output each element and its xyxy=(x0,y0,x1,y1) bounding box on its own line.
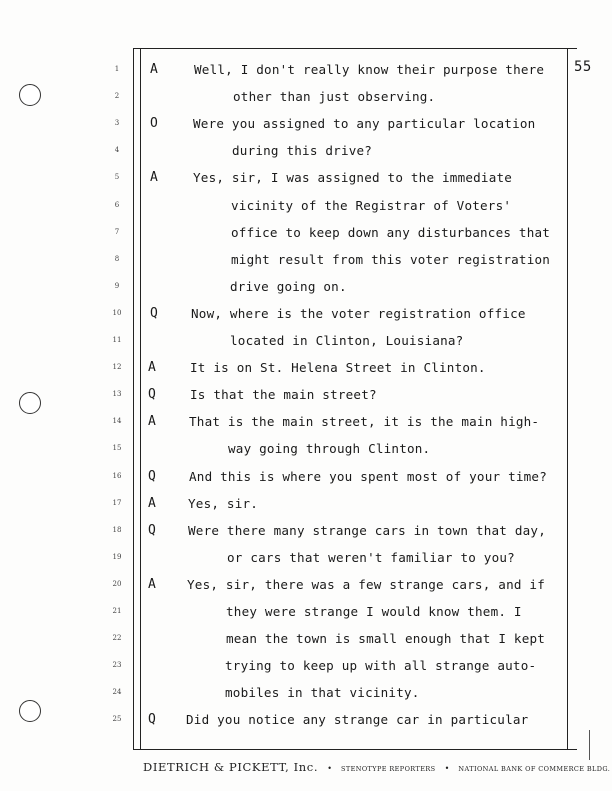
line-number: 11 xyxy=(112,336,122,344)
transcript-line: Is that the main street? xyxy=(190,387,377,403)
top-border-rule xyxy=(133,48,577,49)
line-number: 25 xyxy=(112,715,122,724)
binder-hole-icon xyxy=(19,392,41,414)
footer-firm: DIETRICH & PICKETT, Inc. xyxy=(143,760,319,774)
transcript-line: Now, where is the voter registration office xyxy=(191,305,526,321)
speaker-label: A xyxy=(148,576,156,592)
transcript-line: Were there many strange cars in town that day, xyxy=(188,522,546,538)
binder-hole-icon xyxy=(19,84,41,106)
line-number: 14 xyxy=(112,417,122,426)
line-number: 9 xyxy=(114,281,120,290)
line-number: 23 xyxy=(112,661,122,670)
speaker-label: Q xyxy=(150,305,158,321)
line-number: 3 xyxy=(114,119,120,128)
right-margin-rule xyxy=(567,48,568,750)
speaker-label: A xyxy=(148,414,156,430)
line-number: 17 xyxy=(112,498,122,507)
line-number: 21 xyxy=(112,607,122,615)
binder-hole-icon xyxy=(19,700,41,722)
line-number: 2 xyxy=(114,92,120,101)
speaker-label: Q xyxy=(148,387,156,403)
line-number: 10 xyxy=(112,308,122,317)
line-number: 19 xyxy=(112,552,122,561)
transcript-line: That is the main street, it is the main high- xyxy=(189,414,540,430)
line-number: 15 xyxy=(112,444,122,453)
transcript-line: vicinity of the Registrar of Voters' xyxy=(231,197,512,213)
transcript-line: might result from this voter registration xyxy=(231,251,551,267)
transcript-line: they were strange I would know them. I xyxy=(226,604,522,619)
transcript-line: Well, I don't really know their purpose there xyxy=(194,62,545,77)
speaker-label: Q xyxy=(148,522,156,538)
line-number: 5 xyxy=(114,173,120,182)
transcript-line: drive going on. xyxy=(230,278,347,294)
line-number: 18 xyxy=(112,525,122,534)
transcript-line: office to keep down any disturbances that xyxy=(231,224,551,240)
reporter-footer xyxy=(143,756,611,775)
transcript-line: Were you assigned to any particular location xyxy=(193,116,536,132)
speaker-label: A xyxy=(148,495,156,511)
line-number: 4 xyxy=(114,146,120,155)
transcript-line: way going through Clinton. xyxy=(228,441,431,457)
line-number: 12 xyxy=(112,363,122,372)
bullet-icon: • xyxy=(444,764,450,773)
transcript-line: And this is where you spent most of your time? xyxy=(189,468,547,484)
transcript-line: Yes, sir, there was a few strange cars, and if xyxy=(187,576,545,592)
bottom-border-rule xyxy=(133,749,577,750)
left-margin-rule xyxy=(133,48,134,750)
line-number: 24 xyxy=(112,688,122,697)
left-margin-rule-inner xyxy=(140,48,141,750)
line-number: 16 xyxy=(112,471,122,480)
transcript-line: mobiles in that vicinity. xyxy=(225,685,420,701)
speaker-label: O xyxy=(150,116,158,132)
line-number: 22 xyxy=(112,634,122,643)
speaker-label: A xyxy=(148,360,156,376)
transcript-line: located in Clinton, Louisiana? xyxy=(230,333,464,348)
line-number: 1 xyxy=(114,65,120,73)
bullet-icon: • xyxy=(327,764,332,773)
footer-service: STENOTYPE REPORTERS xyxy=(341,765,436,773)
transcript-line: during this drive? xyxy=(232,143,373,159)
speaker-label: Q xyxy=(148,712,156,728)
speaker-label: A xyxy=(150,170,158,186)
transcript-line: Did you notice any strange car in particular xyxy=(186,712,529,728)
line-number: 6 xyxy=(114,200,120,209)
transcript-line: It is on St. Helena Street in Clinton. xyxy=(190,360,486,376)
margin-mark xyxy=(589,730,590,760)
transcript-line: Yes, sir. xyxy=(188,495,259,511)
transcript-line: Yes, sir, I was assigned to the immediate xyxy=(193,170,513,186)
line-number: 8 xyxy=(114,254,120,263)
line-number: 13 xyxy=(112,390,122,399)
line-number: 7 xyxy=(114,227,120,236)
page-number: 55 xyxy=(574,59,592,75)
footer-address: NATIONAL BANK OF COMMERCE BLDG. xyxy=(458,765,611,773)
transcript-line: mean the town is small enough that I kept xyxy=(226,631,546,647)
speaker-label: A xyxy=(150,62,158,77)
transcript-line: trying to keep up with all strange auto- xyxy=(225,658,537,674)
transcript-line: other than just observing. xyxy=(233,89,436,105)
transcript-line: or cars that weren't familiar to you? xyxy=(227,549,515,565)
speaker-label: Q xyxy=(148,468,156,484)
line-number: 20 xyxy=(112,579,122,588)
